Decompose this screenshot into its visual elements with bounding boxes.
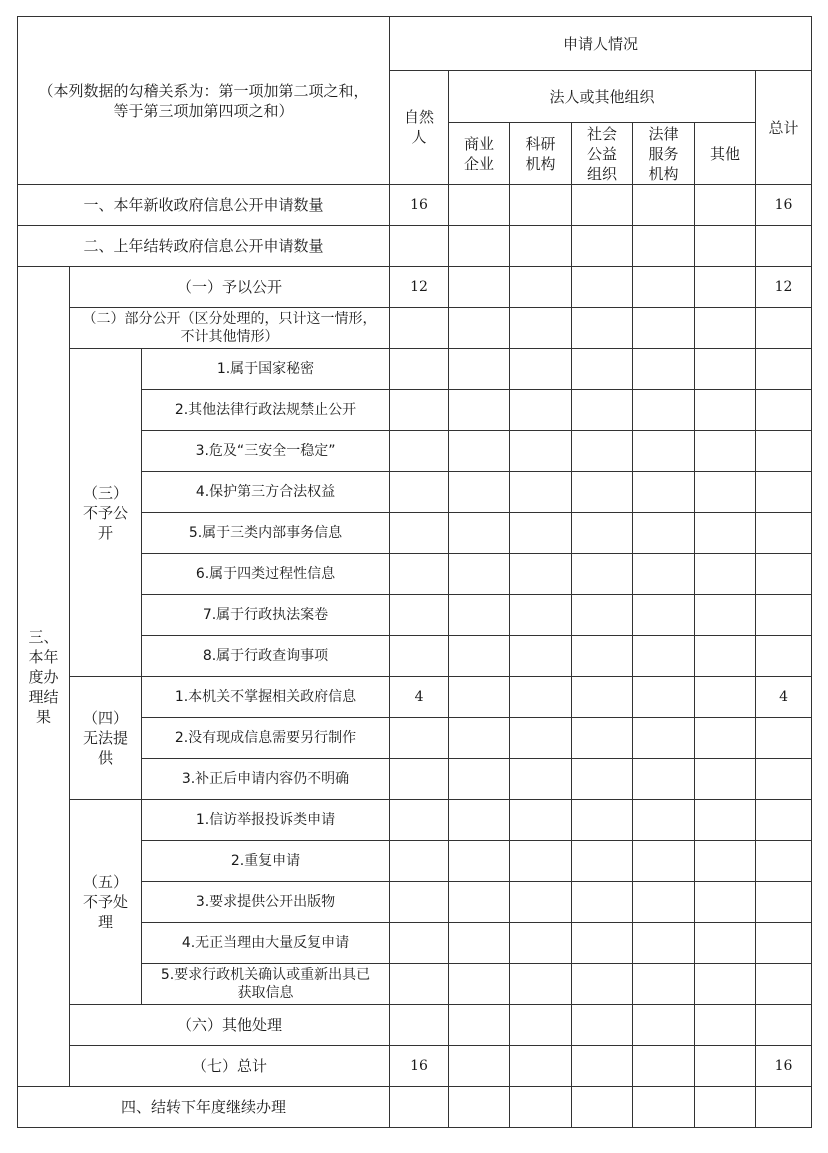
row-subtotal (18, 1046, 812, 1087)
row-label: （二）部分公开（区分处理的，只计这一情形，不计其他情形） (70, 308, 390, 349)
row-label: 2.其他法律行政法规禁止公开 (142, 390, 390, 431)
row-label: 四、结转下年度继续办理 (18, 1087, 390, 1128)
header-commercial: 商业企业 (449, 123, 510, 185)
row-label: 二、上年结转政府信息公开申请数量 (18, 226, 390, 267)
row-label: 2.重复申请 (142, 841, 390, 882)
not-handle-label: （五）不予处理 (70, 800, 142, 1005)
row-label: 1.属于国家秘密 (142, 349, 390, 390)
header-public-welfare: 社会公益组织 (572, 123, 633, 185)
row-label: 1.信访举报投诉类申请 (142, 800, 390, 841)
cell-natural: 16 (390, 1046, 449, 1087)
row-carried-over (18, 226, 812, 267)
row-label: 3.危及“三安全一稳定” (142, 431, 390, 472)
row-label: 5.属于三类内部事务信息 (142, 513, 390, 554)
row-label: 7.属于行政执法案卷 (142, 595, 390, 636)
row-label: 8.属于行政查询事项 (142, 636, 390, 677)
not-disclose-label: （三）不予公开 (70, 349, 142, 677)
row-not-disclose-1 (18, 349, 812, 390)
row-label: （六）其他处理 (70, 1005, 390, 1046)
row-label: 2.没有现成信息需要另行制作 (142, 718, 390, 759)
cell-total: 12 (756, 267, 812, 308)
row-other-handling (18, 1005, 812, 1046)
header-total: 总计 (756, 71, 812, 185)
section3-label: 三、本年度办理结果 (18, 267, 70, 1087)
row-partial (18, 308, 812, 349)
header-applicant-status: 申请人情况 (390, 17, 812, 71)
row-label: 6.属于四类过程性信息 (142, 554, 390, 595)
row-label: 4.无正当理由大量反复申请 (142, 923, 390, 964)
cell-natural: 16 (390, 185, 449, 226)
row-label: （七）总计 (70, 1046, 390, 1087)
header-note: （本列数据的勾稽关系为：第一项加第二项之和，等于第三项加第四项之和） (18, 17, 390, 185)
row-label: 3.要求提供公开出版物 (142, 882, 390, 923)
header-legal-org: 法人或其他组织 (449, 71, 756, 123)
header-legal-service: 法律服务机构 (633, 123, 695, 185)
row-label: （一）予以公开 (70, 267, 390, 308)
government-info-disclosure-table (17, 16, 812, 1128)
header-other: 其他 (695, 123, 756, 185)
cell-natural: 4 (390, 677, 449, 718)
header-natural-person: 自然人 (390, 71, 449, 185)
cannot-provide-label: （四）无法提供 (70, 677, 142, 800)
row-new-requests (18, 185, 812, 226)
cell-total: 4 (756, 677, 812, 718)
cell-total: 16 (756, 185, 812, 226)
row-label: 5.要求行政机关确认或重新出具已获取信息 (142, 964, 390, 1005)
row-not-handle-1 (18, 800, 812, 841)
row-cannot-provide-1 (18, 677, 812, 718)
row-label: 3.补正后申请内容仍不明确 (142, 759, 390, 800)
cell-total: 16 (756, 1046, 812, 1087)
row-disclose (18, 267, 812, 308)
row-label: 一、本年新收政府信息公开申请数量 (18, 185, 390, 226)
row-carry-next (18, 1087, 812, 1128)
row-label: 1.本机关不掌握相关政府信息 (142, 677, 390, 718)
row-label: 4.保护第三方合法权益 (142, 472, 390, 513)
cell-natural: 12 (390, 267, 449, 308)
header-research: 科研机构 (510, 123, 572, 185)
